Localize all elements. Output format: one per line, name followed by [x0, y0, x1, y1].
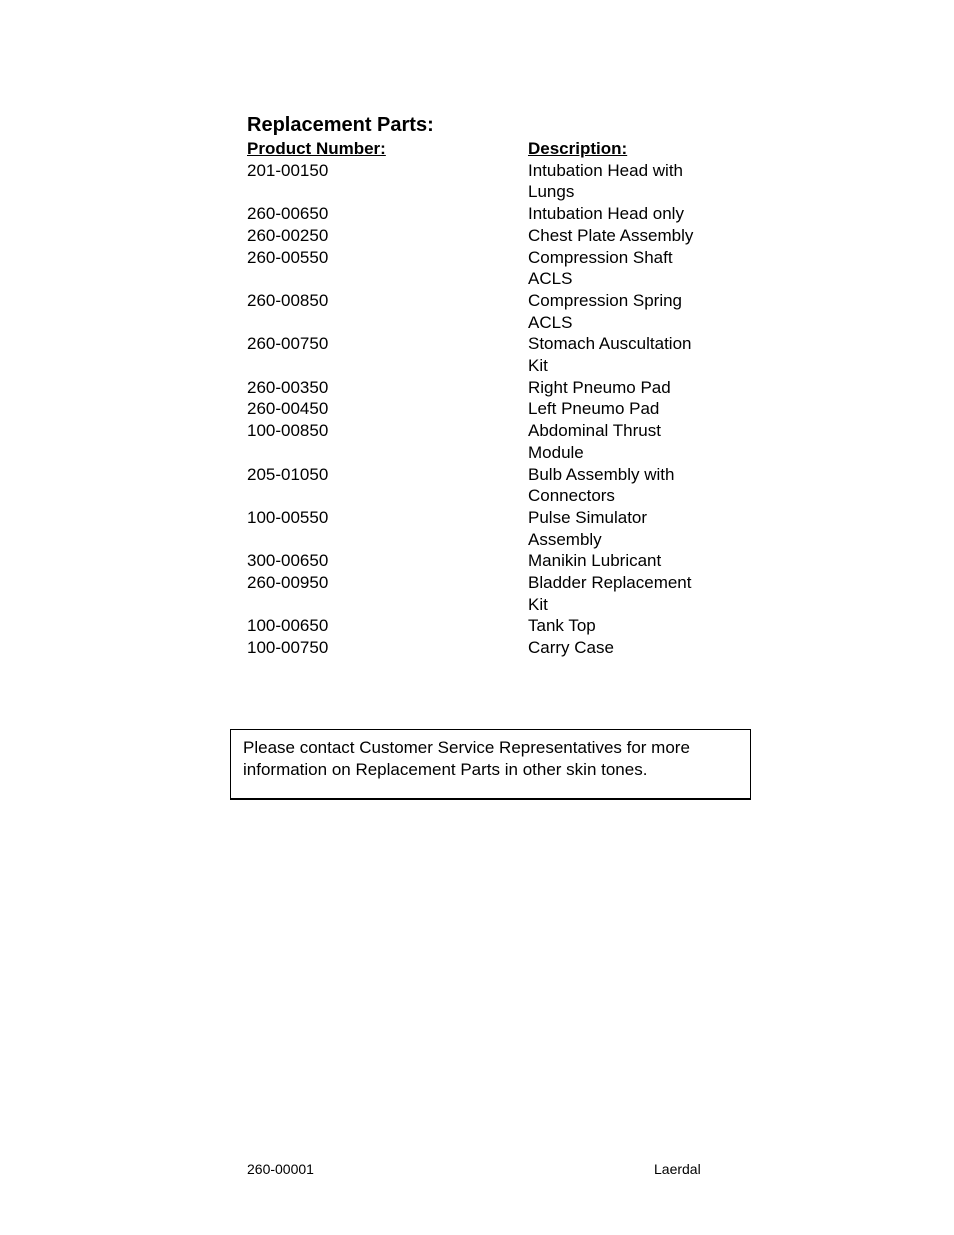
description-cell: Intubation Head with Lungs	[528, 160, 683, 202]
description-cell: Compression Shaft ACLS	[528, 247, 673, 289]
product-number-cell: 260-00650	[247, 204, 329, 224]
table-row	[247, 203, 727, 225]
table-row	[247, 333, 727, 376]
table-row	[247, 290, 727, 333]
description-cell: Pulse Simulator Assembly	[528, 507, 648, 549]
description-cell: Stomach Auscultation Kit	[528, 334, 692, 376]
table-row	[247, 225, 727, 247]
replacement-parts-table	[247, 138, 727, 659]
contact-note-box	[230, 729, 751, 800]
description-cell: Compression Spring ACLS	[528, 290, 683, 332]
contact-note-text: Please contact Customer Service Representatives for more information on Replacement Parts in other skin tones.	[243, 738, 690, 779]
product-number-cell: 260-00350	[247, 377, 329, 397]
description-cell: Manikin Lubricant	[528, 551, 662, 571]
description-cell: Right Pneumo Pad	[528, 377, 671, 397]
footer-doc-number: 260-00001	[247, 1161, 314, 1177]
table-header-row	[247, 138, 727, 160]
product-number-cell: 100-00650	[247, 616, 329, 636]
description-cell: Carry Case	[528, 638, 614, 658]
product-number-cell: 260-00850	[247, 290, 329, 310]
table-row	[247, 464, 727, 507]
product-number-cell: 260-00750	[247, 334, 329, 354]
description-cell: Chest Plate Assembly	[528, 225, 694, 245]
description-cell: Bulb Assembly with Connectors	[528, 464, 675, 506]
table-row	[247, 572, 727, 615]
product-number-cell: 201-00150	[247, 160, 329, 180]
product-number-cell: 205-01050	[247, 464, 329, 484]
product-number-cell: 300-00650	[247, 551, 329, 571]
product-number-cell: 100-00850	[247, 421, 329, 441]
product-number-cell: 260-00550	[247, 247, 329, 267]
footer-brand: Laerdal	[654, 1161, 701, 1177]
product-number-cell: 260-00450	[247, 399, 329, 419]
table-row	[247, 615, 727, 637]
description-cell: Bladder Replacement Kit	[528, 573, 692, 614]
description-cell: Tank Top	[528, 616, 596, 636]
description-cell: Intubation Head only	[528, 204, 684, 224]
table-row	[247, 637, 727, 659]
table-row	[247, 398, 727, 420]
table-row	[247, 507, 727, 550]
description-cell: Left Pneumo Pad	[528, 399, 660, 419]
table-row	[247, 160, 727, 203]
product-number-cell: 100-00550	[247, 507, 329, 527]
product-number-cell: 100-00750	[247, 638, 329, 658]
column-header-product-number: Product Number:	[247, 139, 386, 158]
table-row	[247, 377, 727, 399]
table-row	[247, 420, 727, 463]
page-title: Replacement Parts:	[247, 114, 434, 136]
table-row	[247, 550, 727, 572]
description-cell: Abdominal Thrust Module	[528, 421, 661, 462]
product-number-cell: 260-00950	[247, 573, 329, 593]
product-number-cell: 260-00250	[247, 225, 329, 245]
column-header-description: Description:	[528, 139, 628, 158]
table-row	[247, 247, 727, 290]
